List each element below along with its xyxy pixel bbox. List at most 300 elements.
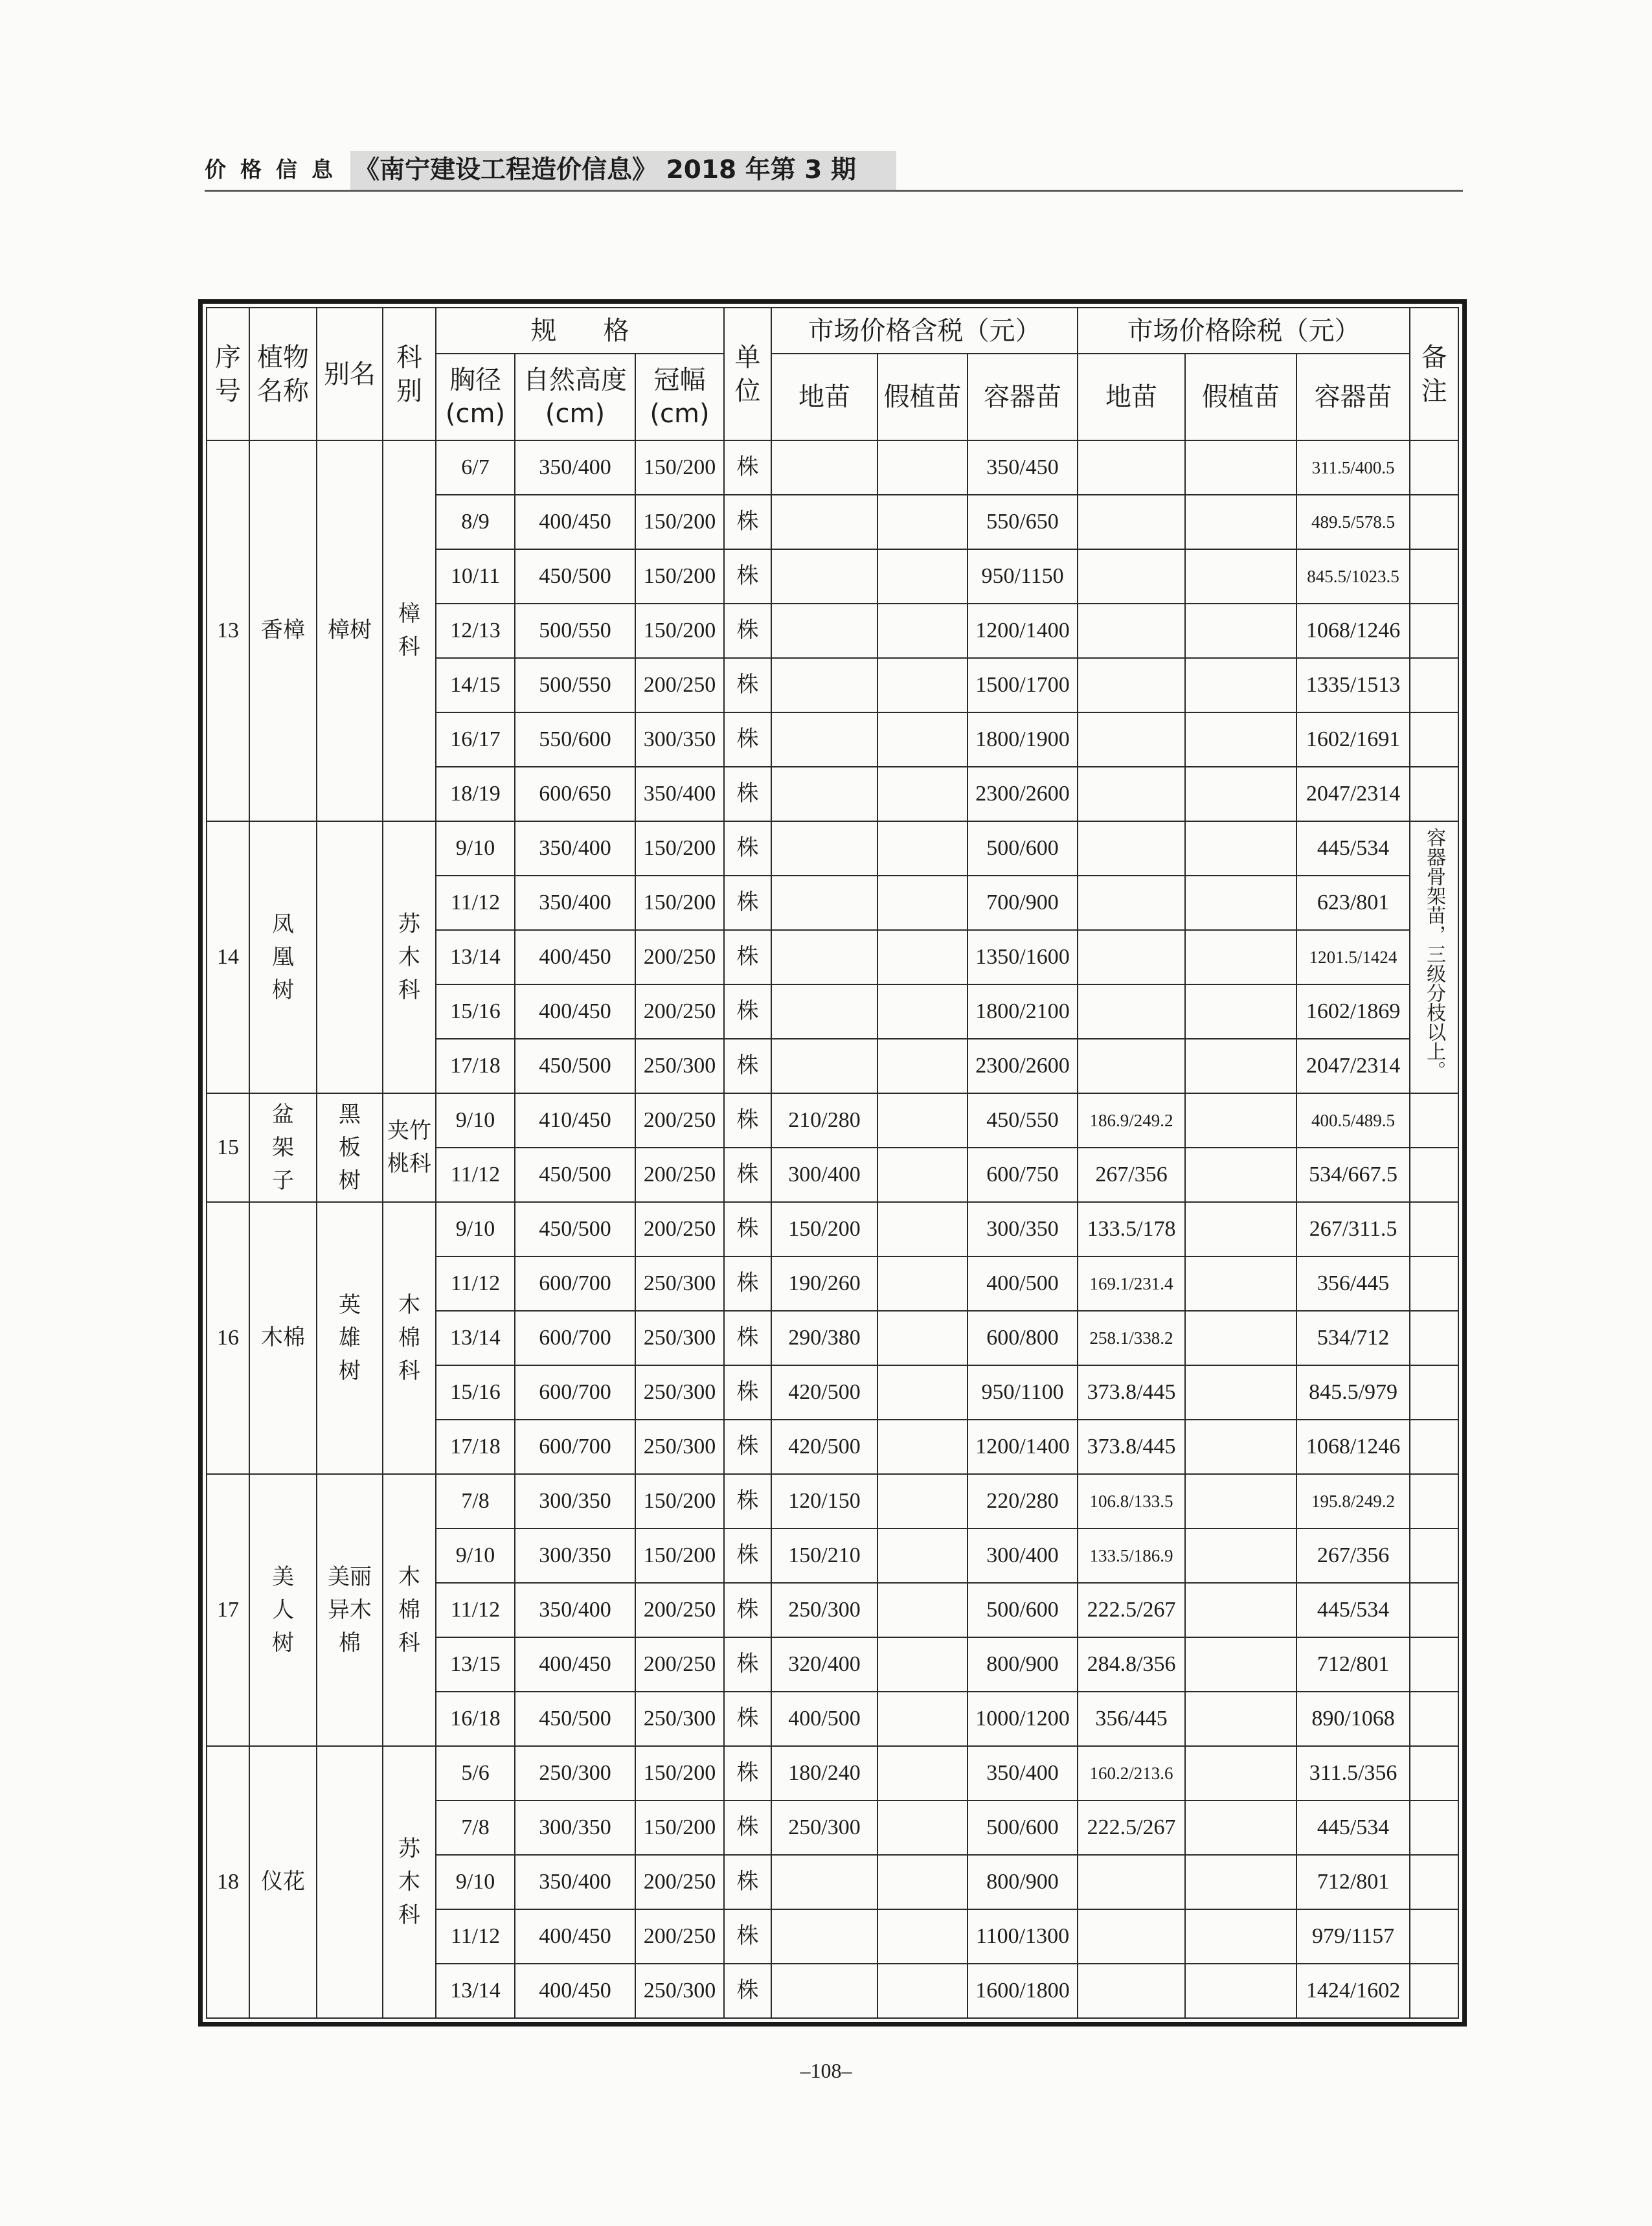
cell-unit: 株 [724, 876, 771, 930]
cell-field-grown-incl [771, 821, 877, 876]
cell-field-grown-incl: 420/500 [771, 1365, 877, 1420]
cell-container-incl: 500/600 [967, 1583, 1078, 1637]
header-index [207, 308, 249, 440]
cell-crown: 150/200 [635, 549, 724, 604]
cell-remarks [1410, 440, 1458, 495]
cell-container-excl: 845.5/1023.5 [1296, 549, 1410, 604]
cell-container-excl: 890/1068 [1296, 1692, 1410, 1746]
cell-height: 410/450 [515, 1093, 635, 1148]
cell-height: 450/500 [515, 1692, 635, 1746]
cell-heeled-in-incl [877, 1528, 967, 1583]
cell-family-text: 木棉科 [398, 1293, 420, 1383]
cell-dbh: 11/12 [436, 876, 515, 930]
cell-unit: 株 [724, 1365, 771, 1420]
cell-field-grown-incl [771, 604, 877, 658]
cell-field-grown-excl: 267/356 [1078, 1148, 1185, 1202]
cell-heeled-in-incl [877, 876, 967, 930]
cell-container-incl: 1000/1200 [967, 1692, 1078, 1746]
remarks-text: 容器骨架苗，三级分枝以上。 [1423, 827, 1445, 1080]
cell-container-incl: 1800/1900 [967, 712, 1078, 767]
cell-remarks [1410, 821, 1458, 1093]
cell-remarks [1410, 1746, 1458, 1800]
cell-container-excl: 1602/1691 [1296, 712, 1410, 767]
cell-height: 600/700 [515, 1365, 635, 1420]
cell-field-grown-incl: 210/280 [771, 1093, 877, 1148]
cell-field-grown-incl [771, 495, 877, 549]
cell-crown: 150/200 [635, 440, 724, 495]
cell-container-excl: 534/667.5 [1296, 1148, 1410, 1202]
cell-family [383, 1746, 436, 2018]
cell-dbh: 11/12 [436, 1909, 515, 1964]
cell-remarks [1410, 1474, 1458, 1528]
cell-field-grown-excl [1078, 495, 1185, 549]
header-dbh-label: 胸径 [449, 365, 501, 395]
cell-height: 400/450 [515, 495, 635, 549]
header-crown [635, 354, 724, 440]
cell-crown: 200/250 [635, 1093, 724, 1148]
cell-index [207, 1093, 249, 1202]
cell-unit: 株 [724, 1148, 771, 1202]
cell-height: 600/700 [515, 1311, 635, 1365]
cell-field-grown-incl [771, 1855, 877, 1909]
cell-container-incl: 1600/1800 [967, 1964, 1078, 2018]
cell-height: 500/550 [515, 658, 635, 712]
cell-dbh: 16/18 [436, 1692, 515, 1746]
cell-heeled-in-excl [1185, 876, 1296, 930]
cell-heeled-in-excl [1185, 1909, 1296, 1964]
cell-heeled-in-excl [1185, 604, 1296, 658]
cell-dbh: 8/9 [436, 495, 515, 549]
cell-heeled-in-incl [877, 1148, 967, 1202]
cell-plant-name-text: 盆架子 [271, 1102, 294, 1193]
cell-field-grown-incl [771, 984, 877, 1039]
cell-height: 250/300 [515, 1746, 635, 1800]
cell-dbh: 17/18 [436, 1039, 515, 1093]
cell-field-grown-excl: 258.1/338.2 [1078, 1311, 1185, 1365]
header-price-excl-tax-label: 市场价格除税（元） [1127, 315, 1361, 346]
header-field-grown-incl: 地苗 [771, 354, 877, 440]
running-head-section: 价格信息 [205, 157, 347, 182]
header-spec-label: 规格 [530, 315, 676, 346]
cell-heeled-in-incl [877, 1746, 967, 1800]
cell-dbh: 11/12 [436, 1583, 515, 1637]
cell-heeled-in-incl [877, 658, 967, 712]
cell-unit: 株 [724, 821, 771, 876]
cell-field-grown-excl [1078, 930, 1185, 984]
cell-container-excl: 1068/1246 [1296, 604, 1410, 658]
table-row [207, 1093, 1458, 1148]
cell-crown: 200/250 [635, 658, 724, 712]
cell-heeled-in-excl [1185, 1746, 1296, 1800]
header-remarks-label: 备注 [1421, 342, 1447, 406]
cell-container-incl: 450/550 [967, 1093, 1078, 1148]
cell-height: 300/350 [515, 1800, 635, 1855]
cell-container-incl: 500/600 [967, 1800, 1078, 1855]
cell-heeled-in-incl [877, 712, 967, 767]
cell-container-incl: 600/750 [967, 1148, 1078, 1202]
cell-unit: 株 [724, 1746, 771, 1800]
table-row [207, 440, 1458, 495]
cell-container-excl: 845.5/979 [1296, 1365, 1410, 1420]
cell-unit: 株 [724, 1909, 771, 1964]
cell-container-incl: 1200/1400 [967, 1420, 1078, 1474]
cell-field-grown-excl [1078, 658, 1185, 712]
cell-field-grown-incl: 150/210 [771, 1528, 877, 1583]
cell-crown: 250/300 [635, 1964, 724, 2018]
cell-container-excl: 356/445 [1296, 1256, 1410, 1311]
cell-heeled-in-incl [877, 1256, 967, 1311]
cell-field-grown-excl: 160.2/213.6 [1078, 1746, 1185, 1800]
header-alias [317, 308, 383, 440]
cell-family-text: 苏木科 [398, 1837, 420, 1927]
table-body [207, 440, 1458, 2018]
cell-field-grown-excl [1078, 984, 1185, 1039]
cell-unit: 株 [724, 440, 771, 495]
cell-container-excl: 712/801 [1296, 1637, 1410, 1692]
cell-family-text: 夹竹桃科 [387, 1119, 431, 1176]
cell-container-excl: 1201.5/1424 [1296, 930, 1410, 984]
header-height-label: 自然高度 [523, 365, 627, 395]
cell-plant-name [249, 440, 317, 821]
cell-index-text: 16 [217, 1325, 239, 1350]
cell-container-incl: 1500/1700 [967, 658, 1078, 712]
cell-heeled-in-excl [1185, 1202, 1296, 1256]
cell-container-incl: 800/900 [967, 1637, 1078, 1692]
cell-crown: 250/300 [635, 1365, 724, 1420]
cell-dbh: 17/18 [436, 1420, 515, 1474]
cell-remarks [1410, 1800, 1458, 1855]
cell-dbh: 11/12 [436, 1148, 515, 1202]
seedling-price-table [206, 307, 1459, 2019]
cell-unit: 株 [724, 1692, 771, 1746]
cell-container-incl: 300/400 [967, 1528, 1078, 1583]
cell-heeled-in-incl [877, 1637, 967, 1692]
cell-field-grown-incl: 150/200 [771, 1202, 877, 1256]
cell-remarks [1410, 1148, 1458, 1202]
header-heeled-in-excl: 假植苗 [1185, 354, 1296, 440]
cell-family [383, 440, 436, 821]
cell-heeled-in-excl [1185, 821, 1296, 876]
header-plant-name [249, 308, 317, 440]
cell-crown: 200/250 [635, 1909, 724, 1964]
cell-height: 350/400 [515, 821, 635, 876]
cell-height: 350/400 [515, 1583, 635, 1637]
cell-field-grown-excl: 186.9/249.2 [1078, 1093, 1185, 1148]
cell-field-grown-incl [771, 440, 877, 495]
cell-height: 300/350 [515, 1528, 635, 1583]
cell-container-excl: 445/534 [1296, 1583, 1410, 1637]
cell-dbh: 11/12 [436, 1256, 515, 1311]
cell-remarks [1410, 767, 1458, 821]
cell-crown: 300/350 [635, 712, 724, 767]
cell-heeled-in-excl [1185, 1039, 1296, 1093]
cell-index [207, 1746, 249, 2018]
cell-unit: 株 [724, 658, 771, 712]
cell-dbh: 7/8 [436, 1800, 515, 1855]
cell-remarks [1410, 1093, 1458, 1148]
cell-family [383, 1474, 436, 1746]
cell-height: 400/450 [515, 984, 635, 1039]
header-divider [205, 190, 1463, 192]
cell-container-incl: 700/900 [967, 876, 1078, 930]
cell-alias-text: 美丽异木棉 [327, 1565, 372, 1655]
cell-unit: 株 [724, 1311, 771, 1365]
cell-unit: 株 [724, 1202, 771, 1256]
cell-height: 600/650 [515, 767, 635, 821]
cell-heeled-in-incl [877, 821, 967, 876]
cell-heeled-in-excl [1185, 495, 1296, 549]
cell-height: 400/450 [515, 930, 635, 984]
cell-heeled-in-incl [877, 549, 967, 604]
cell-height: 400/450 [515, 1909, 635, 1964]
cell-unit: 株 [724, 1583, 771, 1637]
cell-field-grown-excl [1078, 440, 1185, 495]
cell-unit: 株 [724, 604, 771, 658]
cell-remarks [1410, 1583, 1458, 1637]
header-container-incl: 容器苗 [967, 354, 1078, 440]
cell-container-incl: 950/1150 [967, 549, 1078, 604]
cell-field-grown-incl: 120/150 [771, 1474, 877, 1528]
cell-unit: 株 [724, 1474, 771, 1528]
header-crown-unit: (cm) [650, 399, 710, 429]
cell-container-excl: 445/534 [1296, 1800, 1410, 1855]
cell-heeled-in-excl [1185, 440, 1296, 495]
cell-height: 300/350 [515, 1474, 635, 1528]
cell-field-grown-excl [1078, 767, 1185, 821]
cell-heeled-in-excl [1185, 1420, 1296, 1474]
cell-plant-name-text: 美人树 [271, 1565, 294, 1655]
cell-index-text: 18 [217, 1869, 239, 1894]
cell-container-excl: 1068/1246 [1296, 1420, 1410, 1474]
cell-index-text: 15 [217, 1135, 239, 1159]
cell-family-text: 樟科 [398, 602, 420, 659]
cell-container-excl: 400.5/489.5 [1296, 1093, 1410, 1148]
header-index-label: 序号 [214, 342, 241, 406]
cell-crown: 250/300 [635, 1692, 724, 1746]
cell-crown: 150/200 [635, 1746, 724, 1800]
cell-heeled-in-excl [1185, 1855, 1296, 1909]
cell-container-excl: 489.5/578.5 [1296, 495, 1410, 549]
cell-height: 450/500 [515, 1148, 635, 1202]
cell-plant-name-text: 木棉 [261, 1325, 305, 1350]
cell-plant-name [249, 1474, 317, 1746]
cell-container-incl: 2300/2600 [967, 767, 1078, 821]
cell-container-incl: 2300/2600 [967, 1039, 1078, 1093]
header-height-unit: (cm) [545, 399, 605, 429]
cell-dbh: 13/14 [436, 1311, 515, 1365]
header-family-label: 科别 [396, 342, 422, 406]
cell-unit: 株 [724, 1039, 771, 1093]
cell-unit: 株 [724, 1528, 771, 1583]
cell-field-grown-excl [1078, 876, 1185, 930]
cell-container-incl: 220/280 [967, 1474, 1078, 1528]
cell-dbh: 15/16 [436, 984, 515, 1039]
cell-alias [317, 440, 383, 821]
cell-unit: 株 [724, 767, 771, 821]
cell-container-excl: 623/801 [1296, 876, 1410, 930]
cell-crown: 250/300 [635, 1420, 724, 1474]
cell-height: 400/450 [515, 1964, 635, 2018]
cell-heeled-in-incl [877, 1093, 967, 1148]
cell-alias-text: 黑板树 [338, 1102, 361, 1193]
header-height [515, 354, 635, 440]
cell-field-grown-incl: 400/500 [771, 1692, 877, 1746]
cell-heeled-in-incl [877, 1855, 967, 1909]
cell-remarks [1410, 1909, 1458, 1964]
cell-container-excl: 311.5/356 [1296, 1746, 1410, 1800]
cell-container-incl: 350/450 [967, 440, 1078, 495]
cell-height: 550/600 [515, 712, 635, 767]
cell-field-grown-incl: 320/400 [771, 1637, 877, 1692]
cell-plant-name-text: 仪花 [261, 1869, 305, 1894]
cell-unit: 株 [724, 1800, 771, 1855]
cell-unit: 株 [724, 1256, 771, 1311]
cell-field-grown-incl: 300/400 [771, 1148, 877, 1202]
cell-heeled-in-excl [1185, 1528, 1296, 1583]
cell-field-grown-excl [1078, 549, 1185, 604]
cell-height: 350/400 [515, 440, 635, 495]
cell-dbh: 12/13 [436, 604, 515, 658]
cell-container-excl: 1424/1602 [1296, 1964, 1410, 2018]
cell-alias-text: 英雄树 [338, 1293, 361, 1383]
cell-field-grown-excl [1078, 712, 1185, 767]
header-heeled-in-incl: 假植苗 [877, 354, 967, 440]
cell-remarks [1410, 1692, 1458, 1746]
header-unit [724, 308, 771, 440]
cell-family [383, 1202, 436, 1474]
cell-height: 500/550 [515, 604, 635, 658]
cell-heeled-in-incl [877, 930, 967, 984]
cell-family [383, 1093, 436, 1202]
cell-heeled-in-incl [877, 767, 967, 821]
cell-container-incl: 1200/1400 [967, 604, 1078, 658]
cell-field-grown-excl [1078, 1855, 1185, 1909]
cell-plant-name [249, 1746, 317, 2018]
cell-plant-name-text: 凤凰树 [271, 912, 294, 1003]
cell-remarks [1410, 1256, 1458, 1311]
cell-field-grown-excl [1078, 1909, 1185, 1964]
cell-remarks [1410, 712, 1458, 767]
cell-container-incl: 350/400 [967, 1746, 1078, 1800]
cell-heeled-in-incl [877, 1964, 967, 2018]
cell-crown: 200/250 [635, 1148, 724, 1202]
cell-unit: 株 [724, 984, 771, 1039]
cell-heeled-in-excl [1185, 1692, 1296, 1746]
cell-crown: 150/200 [635, 604, 724, 658]
cell-crown: 150/200 [635, 821, 724, 876]
cell-container-excl: 2047/2314 [1296, 1039, 1410, 1093]
cell-field-grown-excl: 373.8/445 [1078, 1420, 1185, 1474]
cell-remarks [1410, 1855, 1458, 1909]
cell-crown: 250/300 [635, 1311, 724, 1365]
cell-plant-name [249, 1202, 317, 1474]
cell-heeled-in-incl [877, 1583, 967, 1637]
cell-dbh: 6/7 [436, 440, 515, 495]
cell-container-excl: 1602/1869 [1296, 984, 1410, 1039]
cell-dbh: 18/19 [436, 767, 515, 821]
cell-crown: 200/250 [635, 930, 724, 984]
cell-field-grown-excl: 169.1/231.4 [1078, 1256, 1185, 1311]
cell-heeled-in-incl [877, 1202, 967, 1256]
cell-crown: 150/200 [635, 1528, 724, 1583]
cell-height: 350/400 [515, 876, 635, 930]
cell-heeled-in-excl [1185, 767, 1296, 821]
cell-field-grown-excl [1078, 821, 1185, 876]
cell-crown: 150/200 [635, 495, 724, 549]
cell-heeled-in-excl [1185, 712, 1296, 767]
cell-field-grown-excl: 356/445 [1078, 1692, 1185, 1746]
cell-index [207, 1474, 249, 1746]
cell-dbh: 13/14 [436, 930, 515, 984]
cell-dbh: 7/8 [436, 1474, 515, 1528]
cell-remarks [1410, 1365, 1458, 1420]
header-remarks [1410, 308, 1458, 440]
cell-remarks [1410, 495, 1458, 549]
cell-index [207, 440, 249, 821]
header-price-excl-tax [1078, 308, 1410, 354]
cell-dbh: 9/10 [436, 1528, 515, 1583]
header-field-grown-excl: 地苗 [1078, 354, 1185, 440]
cell-container-incl: 1800/2100 [967, 984, 1078, 1039]
cell-height: 350/400 [515, 1855, 635, 1909]
cell-unit: 株 [724, 549, 771, 604]
cell-heeled-in-incl [877, 604, 967, 658]
cell-heeled-in-excl [1185, 1583, 1296, 1637]
cell-field-grown-excl: 106.8/133.5 [1078, 1474, 1185, 1528]
cell-heeled-in-incl [877, 1474, 967, 1528]
table-row [207, 1474, 1458, 1528]
cell-plant-name-text: 香樟 [261, 618, 305, 642]
cell-alias [317, 821, 383, 1093]
header-price-incl-tax-label: 市场价格含税（元） [808, 315, 1041, 346]
cell-field-grown-excl: 133.5/186.9 [1078, 1528, 1185, 1583]
cell-heeled-in-incl [877, 984, 967, 1039]
cell-heeled-in-incl [877, 1420, 967, 1474]
cell-heeled-in-excl [1185, 930, 1296, 984]
cell-unit: 株 [724, 712, 771, 767]
cell-height: 600/700 [515, 1256, 635, 1311]
cell-field-grown-incl [771, 658, 877, 712]
cell-heeled-in-excl [1185, 1093, 1296, 1148]
cell-remarks [1410, 1637, 1458, 1692]
cell-heeled-in-excl [1185, 1637, 1296, 1692]
cell-field-grown-excl: 222.5/267 [1078, 1583, 1185, 1637]
header-family [383, 308, 436, 440]
cell-container-incl: 500/600 [967, 821, 1078, 876]
cell-container-incl: 400/500 [967, 1256, 1078, 1311]
cell-remarks [1410, 1202, 1458, 1256]
cell-field-grown-incl: 250/300 [771, 1800, 877, 1855]
cell-unit: 株 [724, 1420, 771, 1474]
cell-container-excl: 311.5/400.5 [1296, 440, 1410, 495]
cell-dbh: 9/10 [436, 821, 515, 876]
cell-container-incl: 1100/1300 [967, 1909, 1078, 1964]
cell-crown: 200/250 [635, 1637, 724, 1692]
cell-container-excl: 1335/1513 [1296, 658, 1410, 712]
cell-heeled-in-excl [1185, 1311, 1296, 1365]
cell-dbh: 15/16 [436, 1365, 515, 1420]
table-row [207, 1202, 1458, 1256]
cell-dbh: 10/11 [436, 549, 515, 604]
header-unit-label: 单位 [734, 342, 761, 406]
cell-field-grown-excl [1078, 1039, 1185, 1093]
cell-dbh: 13/14 [436, 1964, 515, 2018]
cell-remarks [1410, 1528, 1458, 1583]
cell-crown: 150/200 [635, 1800, 724, 1855]
cell-crown: 350/400 [635, 767, 724, 821]
cell-family [383, 821, 436, 1093]
cell-alias [317, 1093, 383, 1202]
